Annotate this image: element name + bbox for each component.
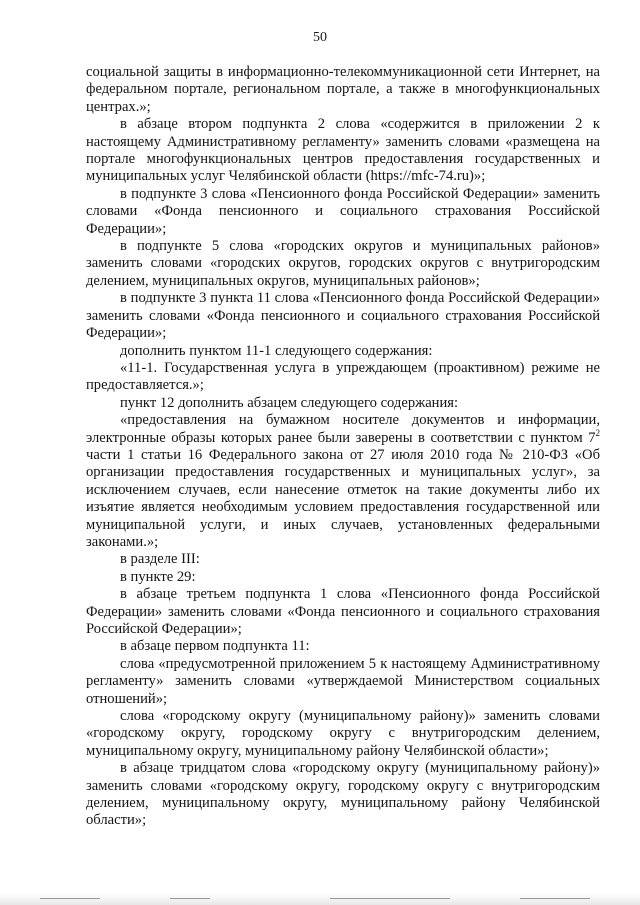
scan-bottom-edge	[0, 893, 640, 905]
scan-artifact	[40, 898, 100, 899]
page-number: 50	[313, 30, 327, 45]
scan-artifact	[330, 898, 450, 899]
scan-artifact	[520, 898, 590, 899]
paragraph: социальной защиты в информационно-телекоммуникационной сети Интернет, на федеральном портале, региональном портале, а также в многофункциональных центрах.»;	[86, 64, 600, 115]
paragraph: слова «предусмотренной приложением 5 к настоящему Административному регламенту» заменить словами «утверждаемой Министерством социальных отношений»;	[86, 655, 600, 707]
paragraph: в подпункте 3 слова «Пенсионного фонда Российской Федерации» заменить словами «Фонда пенсионного и социального страхования Российской Федерации»;	[86, 185, 600, 237]
paragraph: дополнить пунктом 11-1 следующего содержания:	[120, 342, 433, 359]
paragraph: в абзаце первом подпункта 11:	[120, 638, 310, 655]
paragraph: пункт 12 дополнить абзацем следующего содержания:	[120, 394, 459, 411]
scan-artifact	[170, 898, 210, 899]
paragraph: слова «городскому округу (муниципальному району)» заменить словами «городскому округу, городскому округу с внутригородским делением, муниципальному округу, муниципальному району Челябинской области»;	[86, 708, 600, 759]
paragraph: в разделе III:	[120, 551, 200, 568]
paragraph-text-continued: части 1 статьи 16 Федерального закона от 27 июля 2010 года № 210-ФЗ «Об организации предоставления государственных и муниципальных услуг», за исключением случаев, если нанесение отметок на такие документы либо их изъятие является необходимым условием предоставления государственной или муниципальной услуги, и иных случаев, установленных федеральными законами.»;	[86, 446, 600, 550]
superscript: 2	[595, 427, 600, 438]
paragraph: в подпункте 5 слова «городских округов и муниципальных районов» заменить словами «городских округов, городских округов с внутригородским делением, муниципальных округов, муниципальных районов»;	[86, 238, 600, 289]
paragraph: в абзаце втором подпункта 2 слова «содержится в приложении 2 к настоящему Административному регламенту» заменить словами «размещена на портале многофункциональных центров предоставления государственных и муниципальных услуг Челябинской области (https://mfc-74.ru)»;	[86, 116, 600, 185]
document-body	[86, 64, 600, 830]
paragraph: в абзаце тридцатом слова «городскому округу (муниципальному району)» заменить словами «городскому округу, городскому округу с внутригородским делением, муниципальному округу, муниципальному району Челябинской области»;	[86, 760, 600, 829]
paragraph-text: «предоставления на бумажном носителе документов и информации, электронные образы которых ранее были заверены в соответствии с пунктом 7	[86, 412, 600, 446]
paragraph: «11-1. Государственная услуга в упреждающем (проактивном) режиме не предоставляется.»;	[86, 359, 600, 394]
paragraph: в пункте 29:	[120, 568, 196, 585]
paragraph: в абзаце третьем подпункта 1 слова «Пенсионного фонда Российской Федерации» заменить словами «Фонда пенсионного и социального страхования Российской Федерации»;	[86, 586, 600, 637]
paragraph: в подпункте 3 пункта 11 слова «Пенсионного фонда Российской Федерации» заменить словами «Фонда пенсионного и социального страхования Российской Федерации»;	[86, 290, 600, 342]
paragraph	[86, 412, 600, 551]
